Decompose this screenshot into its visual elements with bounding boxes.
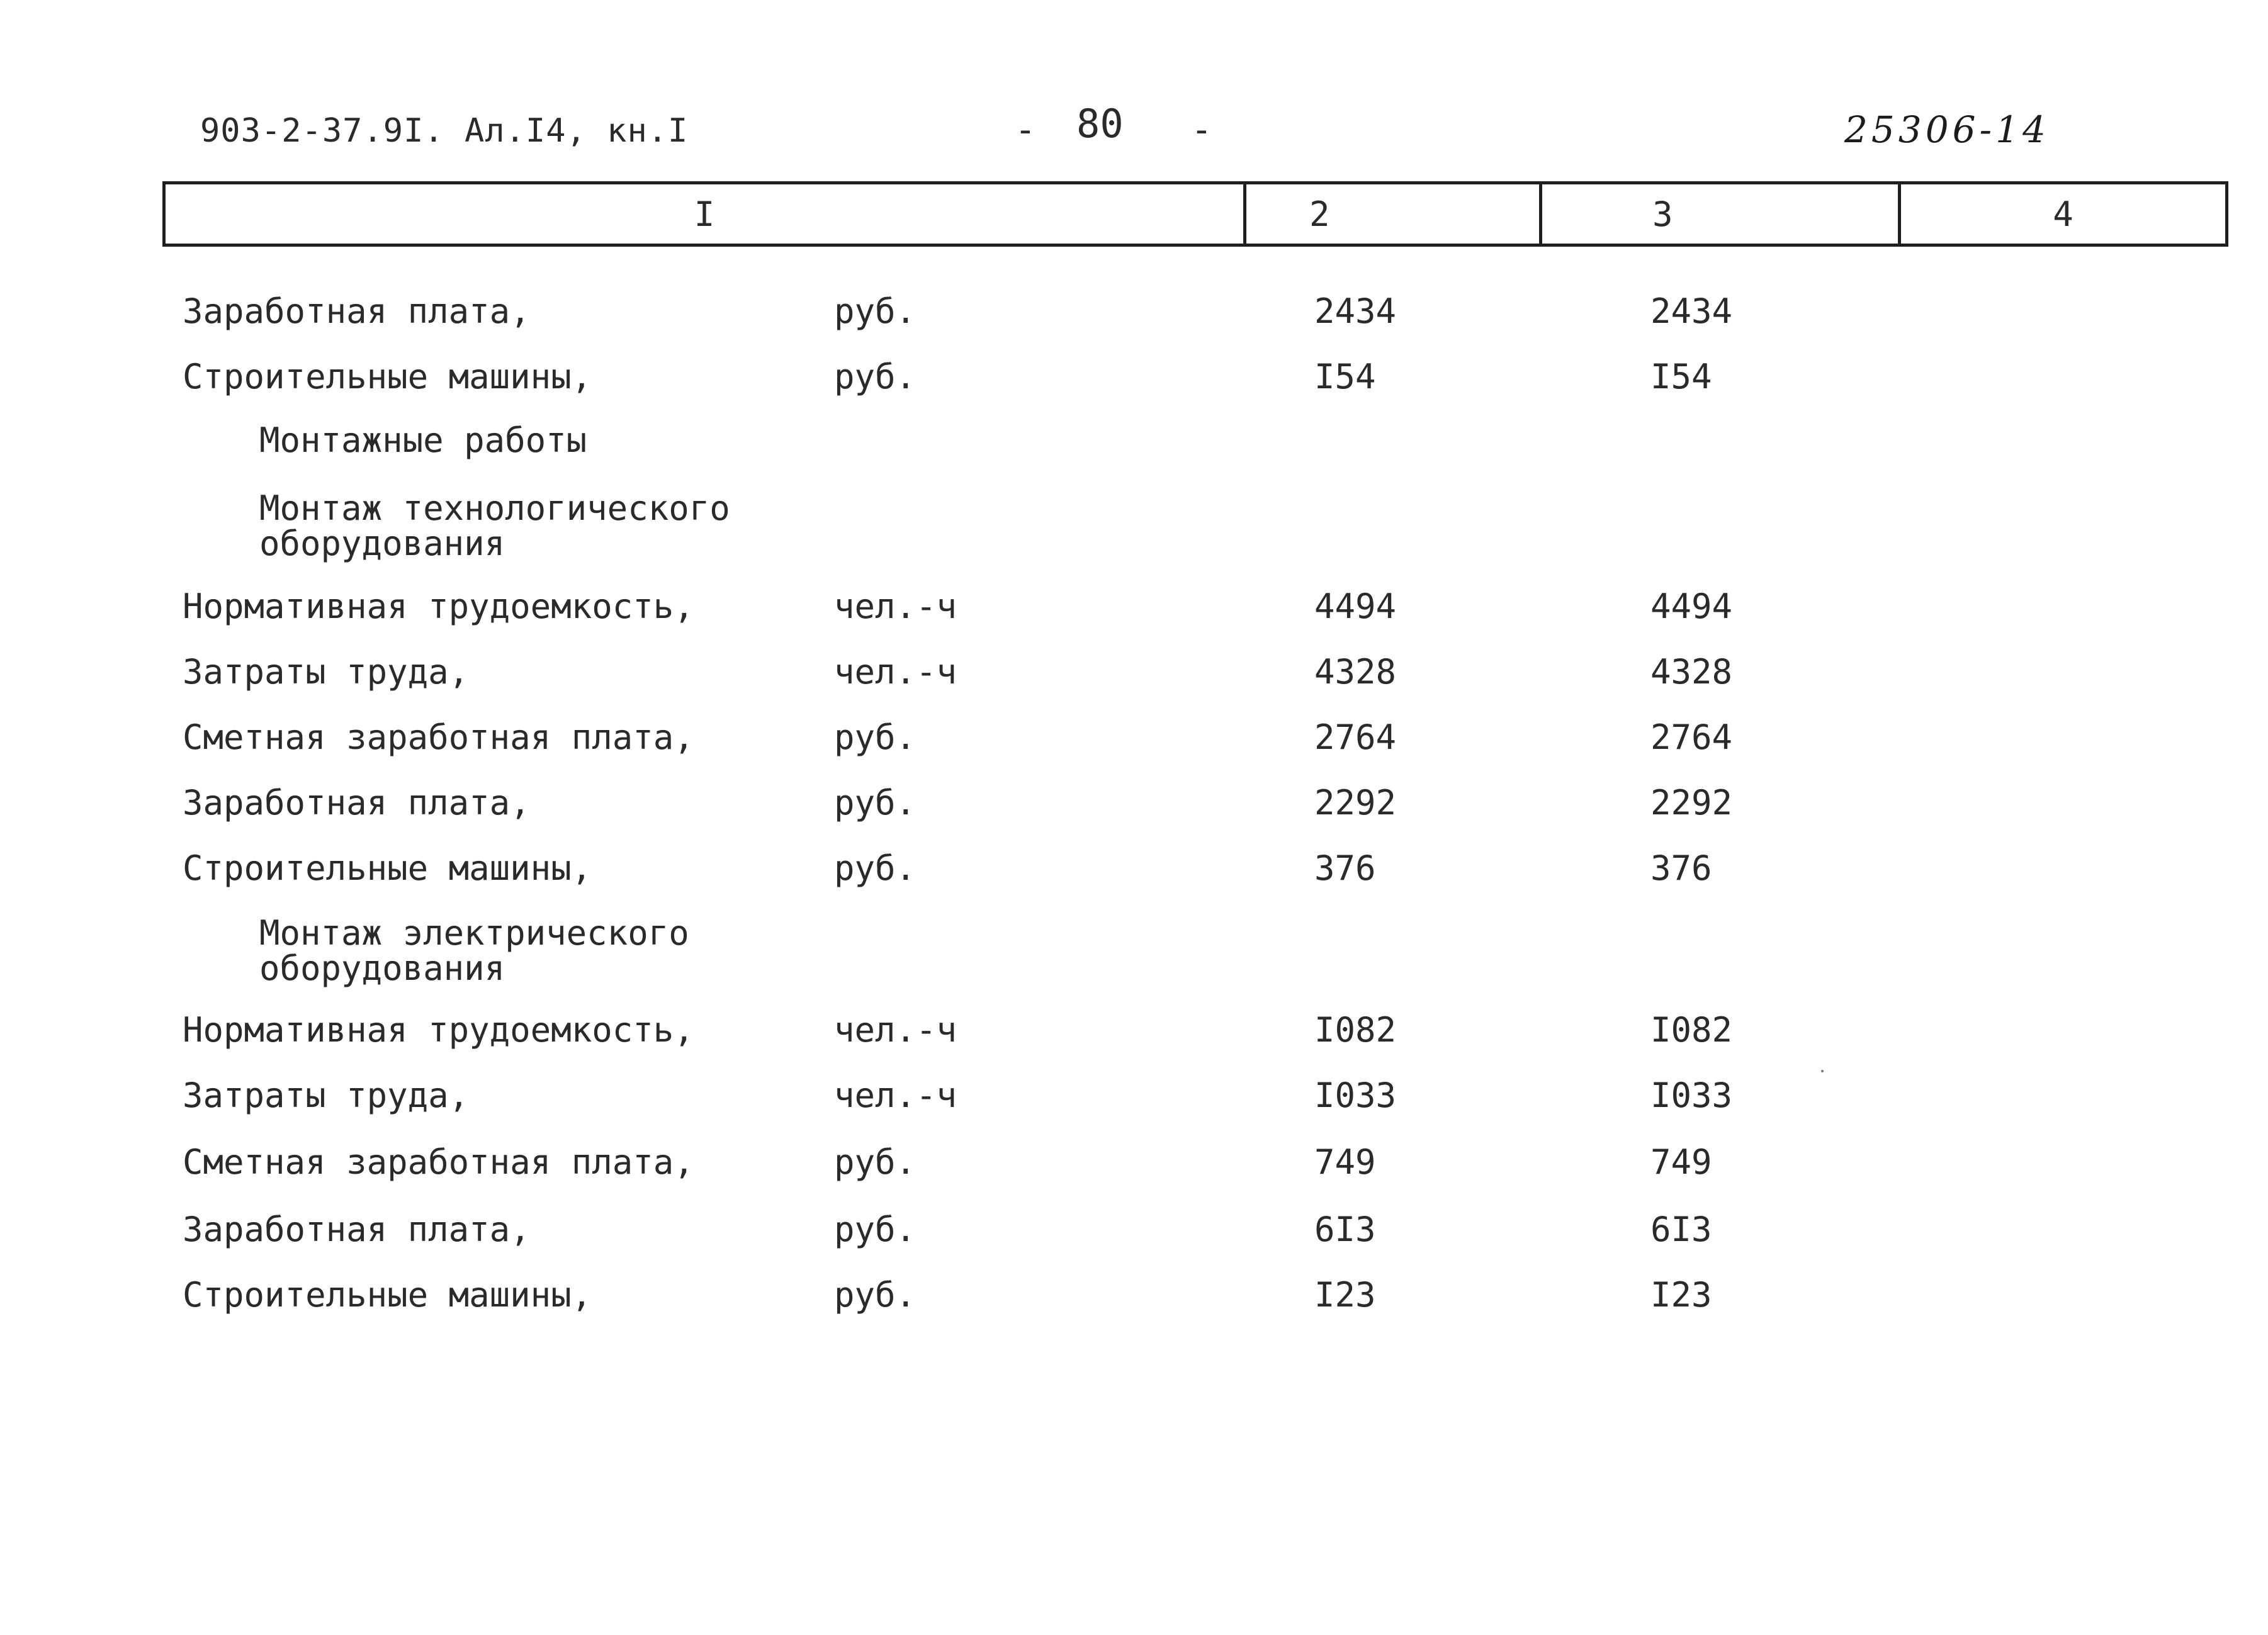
row-value-col2: 2764: [1314, 717, 1397, 757]
row-value-col3: I033: [1650, 1076, 1733, 1115]
row-value-col3: 6I3: [1650, 1210, 1712, 1249]
column-header-4: 4: [2053, 194, 2073, 234]
row-value-col3: 749: [1650, 1142, 1712, 1182]
page-number-dash-right: -: [1191, 110, 1212, 150]
column-header-row: [162, 181, 2228, 247]
row-label: Строительные машины,: [183, 357, 592, 396]
row-value-col3: I23: [1650, 1275, 1712, 1315]
row-value-col2: I082: [1314, 1010, 1397, 1050]
row-value-col2: I54: [1314, 357, 1376, 396]
row-value-col3: 2764: [1650, 717, 1733, 757]
row-unit: чел.-ч: [834, 652, 957, 692]
row-value-col3: I082: [1650, 1010, 1733, 1050]
row-value-col2: 2434: [1314, 291, 1397, 331]
table-row: [0, 717, 2268, 761]
row-label: Нормативная трудоемкость,: [183, 587, 694, 626]
row-value-col3: 4328: [1650, 652, 1733, 692]
scan-speck: [1821, 1070, 1824, 1072]
row-unit: чел.-ч: [834, 587, 957, 626]
row-label: Заработная плата,: [183, 1210, 531, 1249]
table-row: [0, 1210, 2268, 1254]
table-row: [0, 1076, 2268, 1120]
table-row: [0, 1275, 2268, 1319]
row-value-col3: 2434: [1650, 291, 1733, 331]
table-row: [0, 587, 2268, 631]
handwritten-archive-number: 25306-14: [1844, 108, 2050, 151]
row-unit: руб.: [834, 1275, 917, 1315]
section-heading: Монтаж электрического оборудования: [259, 913, 689, 988]
column-header-1: I: [166, 184, 1246, 244]
row-unit: руб.: [834, 1142, 917, 1182]
table-row: [0, 291, 2268, 335]
row-label: Заработная плата,: [183, 291, 531, 331]
row-label: Строительные машины,: [183, 848, 592, 888]
row-value-col2: 2292: [1314, 783, 1397, 823]
row-unit: руб.: [834, 357, 917, 396]
row-unit: чел.-ч: [834, 1010, 957, 1050]
row-label: Затраты труда,: [183, 1076, 470, 1115]
row-unit: руб.: [834, 717, 917, 757]
table-row: [0, 783, 2268, 827]
section-heading: Монтажные работы: [259, 420, 587, 460]
row-value-col2: 749: [1314, 1142, 1376, 1182]
row-label: Затраты труда,: [183, 652, 470, 692]
row-label: Строительные машины,: [183, 1275, 592, 1315]
row-label: Сметная заработная плата,: [183, 717, 694, 757]
row-value-col3: I54: [1650, 357, 1712, 396]
table-row: [0, 848, 2268, 892]
row-value-col3: 4494: [1650, 587, 1733, 626]
table-row: [0, 1142, 2268, 1186]
table-row: [0, 1010, 2268, 1054]
row-value-col2: 4494: [1314, 587, 1397, 626]
page-number-dash-left: -: [1015, 110, 1036, 150]
row-unit: руб.: [834, 848, 917, 888]
page-number: 80: [1076, 101, 1124, 147]
row-value-col2: I23: [1314, 1275, 1376, 1315]
row-unit: чел.-ч: [834, 1076, 957, 1115]
row-value-col2: 4328: [1314, 652, 1397, 692]
row-label: Заработная плата,: [183, 783, 531, 823]
table-row: [0, 357, 2268, 401]
row-unit: руб.: [834, 783, 917, 823]
row-value-col3: 2292: [1650, 783, 1733, 823]
column-header-2: 2: [1246, 184, 1542, 244]
document-code: 903-2-37.9I. Ал.I4, кн.I: [200, 112, 689, 150]
row-label: Сметная заработная плата,: [183, 1142, 694, 1182]
row-value-col2: 6I3: [1314, 1210, 1376, 1249]
row-value-col3: 376: [1650, 848, 1712, 888]
row-value-col2: 376: [1314, 848, 1376, 888]
row-label: Нормативная трудоемкость,: [183, 1010, 694, 1050]
row-value-col2: I033: [1314, 1076, 1397, 1115]
row-unit: руб.: [834, 1210, 917, 1249]
table-row: [0, 652, 2268, 696]
column-header-3: 3: [1542, 184, 1901, 244]
row-unit: руб.: [834, 291, 917, 331]
section-heading: Монтаж технологического оборудования: [259, 488, 730, 563]
